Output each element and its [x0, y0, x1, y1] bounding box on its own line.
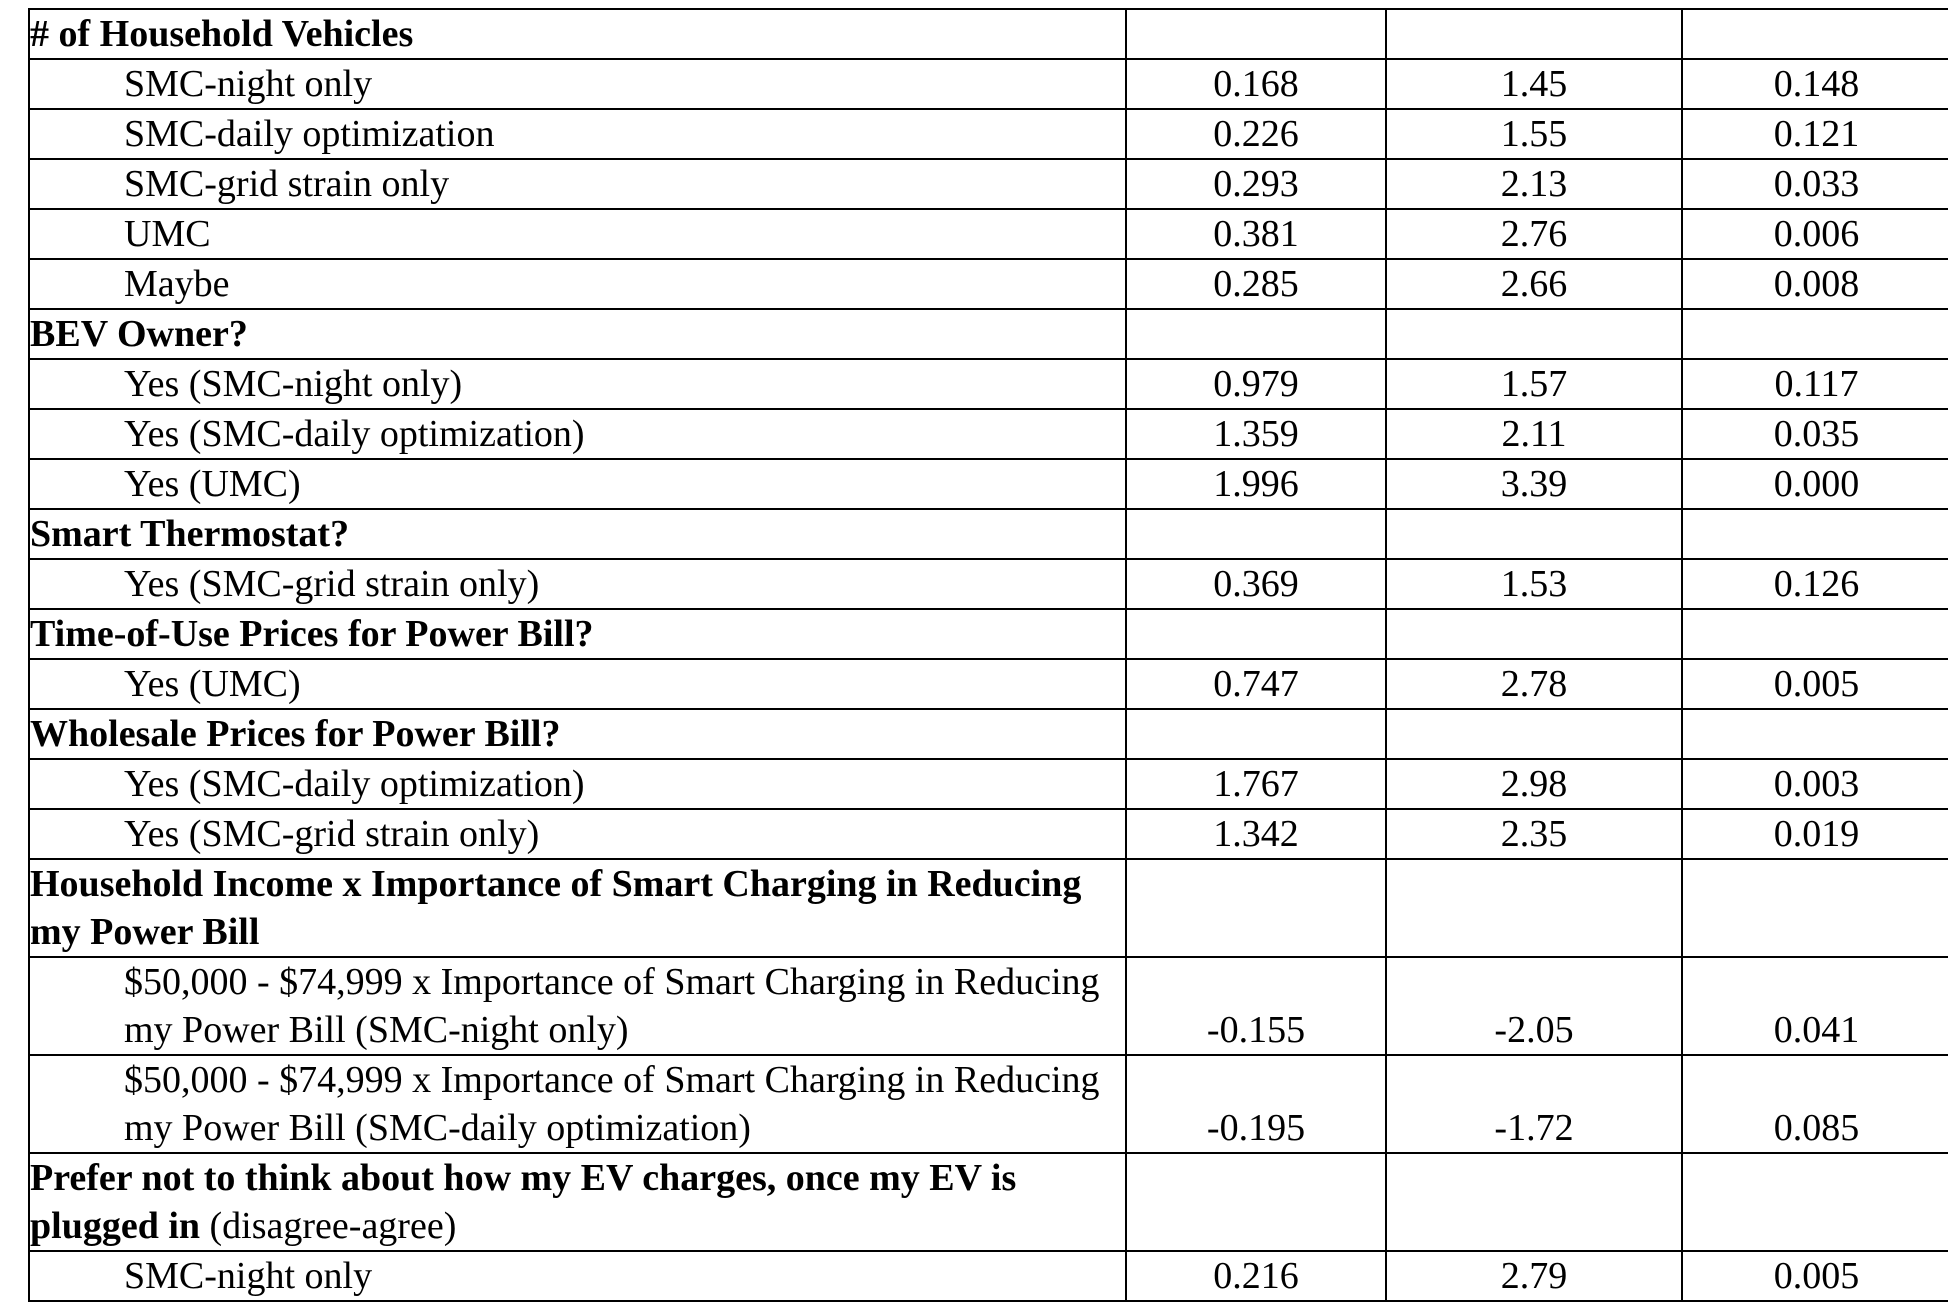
- row-label: Yes (SMC-grid strain only): [29, 559, 1126, 609]
- table-row-section: [29, 859, 1948, 957]
- coefficient-cell: 0.293: [1126, 159, 1386, 209]
- p-value-cell: 0.117: [1682, 359, 1948, 409]
- p-value-cell: 0.003: [1682, 759, 1948, 809]
- p-value-cell: 0.005: [1682, 659, 1948, 709]
- row-label: SMC-night only: [29, 59, 1126, 109]
- table-row: [29, 809, 1948, 859]
- section-label-suffix: (disagree-agree): [200, 1205, 457, 1247]
- row-label: Yes (SMC-grid strain only): [29, 809, 1126, 859]
- p-value-cell: 0.000: [1682, 459, 1948, 509]
- table-row: [29, 59, 1948, 109]
- z-statistic-cell: 2.76: [1386, 209, 1682, 259]
- table-row: [29, 109, 1948, 159]
- table-row-section: [29, 709, 1948, 759]
- coefficient-cell: 0.747: [1126, 659, 1386, 709]
- row-label: SMC-night only: [29, 1251, 1126, 1301]
- coefficient-cell: 0.216: [1126, 1251, 1386, 1301]
- table-row-section: [29, 309, 1948, 359]
- z-statistic-cell: 2.98: [1386, 759, 1682, 809]
- z-statistic-cell: 3.39: [1386, 459, 1682, 509]
- section-label: Time-of-Use Prices for Power Bill?: [29, 609, 1126, 659]
- table-row: [29, 159, 1948, 209]
- z-statistic-cell: 1.55: [1386, 109, 1682, 159]
- p-value-cell: 0.085: [1682, 1055, 1948, 1153]
- section-label: # of Household Vehicles: [29, 9, 1126, 59]
- table-row: [29, 409, 1948, 459]
- table-row-section: [29, 609, 1948, 659]
- z-statistic-cell: 2.13: [1386, 159, 1682, 209]
- table-row: [29, 459, 1948, 509]
- p-value-cell: 0.121: [1682, 109, 1948, 159]
- coefficient-cell: 1.767: [1126, 759, 1386, 809]
- row-label: Yes (SMC-daily optimization): [29, 409, 1126, 459]
- z-statistic-cell: 1.57: [1386, 359, 1682, 409]
- z-statistic-cell: -1.72: [1386, 1055, 1682, 1153]
- p-value-cell: 0.008: [1682, 259, 1948, 309]
- p-value-cell: 0.005: [1682, 1251, 1948, 1301]
- z-statistic-cell: 2.66: [1386, 259, 1682, 309]
- coefficient-cell: 0.168: [1126, 59, 1386, 109]
- row-label: Yes (UMC): [29, 459, 1126, 509]
- coefficient-cell: 1.996: [1126, 459, 1386, 509]
- row-label: Yes (UMC): [29, 659, 1126, 709]
- z-statistic-cell: 1.53: [1386, 559, 1682, 609]
- table-row: [29, 559, 1948, 609]
- section-label-text: Prefer not to think about how my EV charges, once my EV is plugged in: [30, 1157, 1017, 1247]
- row-label: SMC-daily optimization: [29, 109, 1126, 159]
- section-label: BEV Owner?: [29, 309, 1126, 359]
- table-row: [29, 957, 1948, 1055]
- p-value-cell: 0.126: [1682, 559, 1948, 609]
- z-statistic-cell: 2.78: [1386, 659, 1682, 709]
- row-label: UMC: [29, 209, 1126, 259]
- p-value-cell: 0.148: [1682, 59, 1948, 109]
- row-label: Yes (SMC-night only): [29, 359, 1126, 409]
- row-label: $50,000 - $74,999 x Importance of Smart Charging in Reducing my Power Bill (SMC-night only): [29, 957, 1126, 1055]
- coefficient-cell: 0.369: [1126, 559, 1386, 609]
- coefficient-cell: 1.359: [1126, 409, 1386, 459]
- z-statistic-cell: 1.45: [1386, 59, 1682, 109]
- p-value-cell: 0.019: [1682, 809, 1948, 859]
- coefficient-cell: 1.342: [1126, 809, 1386, 859]
- table-row: [29, 1055, 1948, 1153]
- p-value-cell: 0.041: [1682, 957, 1948, 1055]
- row-label: $50,000 - $74,999 x Importance of Smart Charging in Reducing my Power Bill (SMC-daily optimization): [29, 1055, 1126, 1153]
- section-label: Wholesale Prices for Power Bill?: [29, 709, 1126, 759]
- table-row-section: [29, 509, 1948, 559]
- table-row: [29, 209, 1948, 259]
- table-row-section: [29, 9, 1948, 59]
- section-label: Smart Thermostat?: [29, 509, 1126, 559]
- coefficient-cell: 0.226: [1126, 109, 1386, 159]
- row-label: Maybe: [29, 259, 1126, 309]
- table-row: [29, 359, 1948, 409]
- z-statistic-cell: 2.35: [1386, 809, 1682, 859]
- table-row: [29, 259, 1948, 309]
- coefficient-cell: 0.979: [1126, 359, 1386, 409]
- p-value-cell: 0.006: [1682, 209, 1948, 259]
- coefficient-cell: -0.195: [1126, 1055, 1386, 1153]
- z-statistic-cell: 2.79: [1386, 1251, 1682, 1301]
- table-row: [29, 759, 1948, 809]
- p-value-cell: 0.035: [1682, 409, 1948, 459]
- table-row: [29, 1251, 1948, 1301]
- section-label: [29, 1153, 1126, 1251]
- coefficient-cell: 0.285: [1126, 259, 1386, 309]
- regression-results-table: [28, 8, 1948, 1302]
- table-row: [29, 659, 1948, 709]
- z-statistic-cell: 2.11: [1386, 409, 1682, 459]
- row-label: Yes (SMC-daily optimization): [29, 759, 1126, 809]
- section-label: Household Income x Importance of Smart Charging in Reducing my Power Bill: [29, 859, 1126, 957]
- table-row-section: [29, 1153, 1948, 1251]
- coefficient-cell: -0.155: [1126, 957, 1386, 1055]
- p-value-cell: 0.033: [1682, 159, 1948, 209]
- z-statistic-cell: -2.05: [1386, 957, 1682, 1055]
- row-label: SMC-grid strain only: [29, 159, 1126, 209]
- coefficient-cell: 0.381: [1126, 209, 1386, 259]
